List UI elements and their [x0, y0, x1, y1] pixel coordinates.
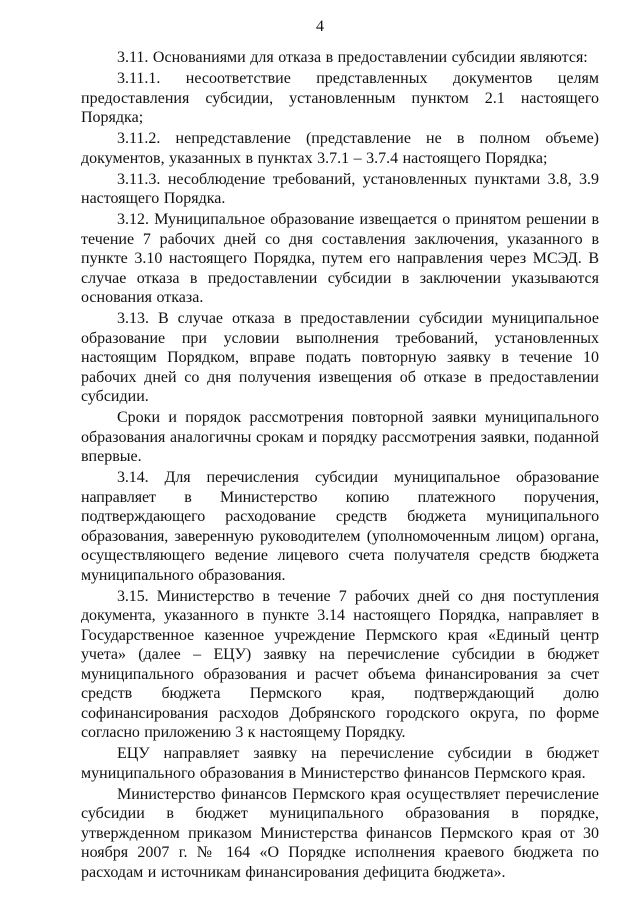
paragraph-3-11-2: 3.11.2. непредставление (представление не в полном объеме) документов, указанных в пунктах 3.7.1 – 3.7.4 настоящего Порядка; — [81, 130, 599, 167]
paragraph-3-14: 3.14. Для перечисления субсидии муниципальное образование направляет в Министерство копию платежного поручения, подтверждающего расходование средств бюджета муниципального образования, заверенную руководителем (уполномоченным лицом) органа, осуществляющего ведение лицевого счета получателя средств бюджета муниципального образования. — [81, 469, 599, 584]
paragraph-3-11-3: 3.11.3. несоблюдение требований, установленных пунктами 3.8, 3.9 настоящего Порядка. — [81, 170, 599, 207]
paragraph-ministry-finance: Министерство финансов Пермского края осуществляет перечисление субсидии в бюджет муниципального образования в порядке, утвержденном приказом Министерства финансов Пермского края от 30 ноября 2007 г. № 164 «О Порядке исполнения краевого бюджета по расходам и источникам финансирования дефицита бюджета». — [81, 785, 599, 881]
paragraph-3-11: 3.11. Основаниями для отказа в предоставлении субсидии являются: — [117, 49, 588, 66]
document-body — [81, 48, 599, 884]
paragraph-3-15: 3.15. Министерство в течение 7 рабочих дней со дня поступления документа, указанного в пункте 3.14 настоящего Порядка, направляет в Государственное казенное учреждение Пермского края «Единый центр учета» (далее – ЕЦУ) заявку на перечисление субсидии в бюджет муниципального образования и расчет объема финансирования за счет средств бюджета Пермского края, подтверждающий долю софинансирования расходов Добрянского городского округа, по форме согласно приложению 3 к настоящему Порядку. — [81, 587, 599, 741]
page-number: 4 — [316, 18, 324, 35]
paragraph-ecu: ЕЦУ направляет заявку на перечисление субсидии в бюджет муниципального образования в Министерство финансов Пермского края. — [81, 745, 599, 782]
paragraph-3-13: 3.13. В случае отказа в предоставлении субсидии муниципальное образование при условии выполнения требований, установленных настоящим Порядком, вправе подать повторную заявку в течение 10 рабочих дней со дня получения извещения об отказе в предоставлении субсидии. — [81, 310, 599, 405]
paragraph-3-11-1: 3.11.1. несоответствие представленных документов целям предоставления субсидии, установленным пунктом 2.1 настоящего Порядка; — [81, 70, 599, 126]
paragraph-3-12: 3.12. Муниципальное образование извещается о принятом решении в течение 7 рабочих дней со дня составления заключения, указанного в пункте 3.10 настоящего Порядка, путем его направления через МСЭД. В случае отказа в предоставлении субсидии в заключении указываются основания отказа. — [81, 211, 599, 306]
paragraph-repeat-application: Сроки и порядок рассмотрения повторной заявки муниципального образования аналогичны срокам и порядку рассмотрения заявки, поданной впервые. — [81, 409, 599, 465]
